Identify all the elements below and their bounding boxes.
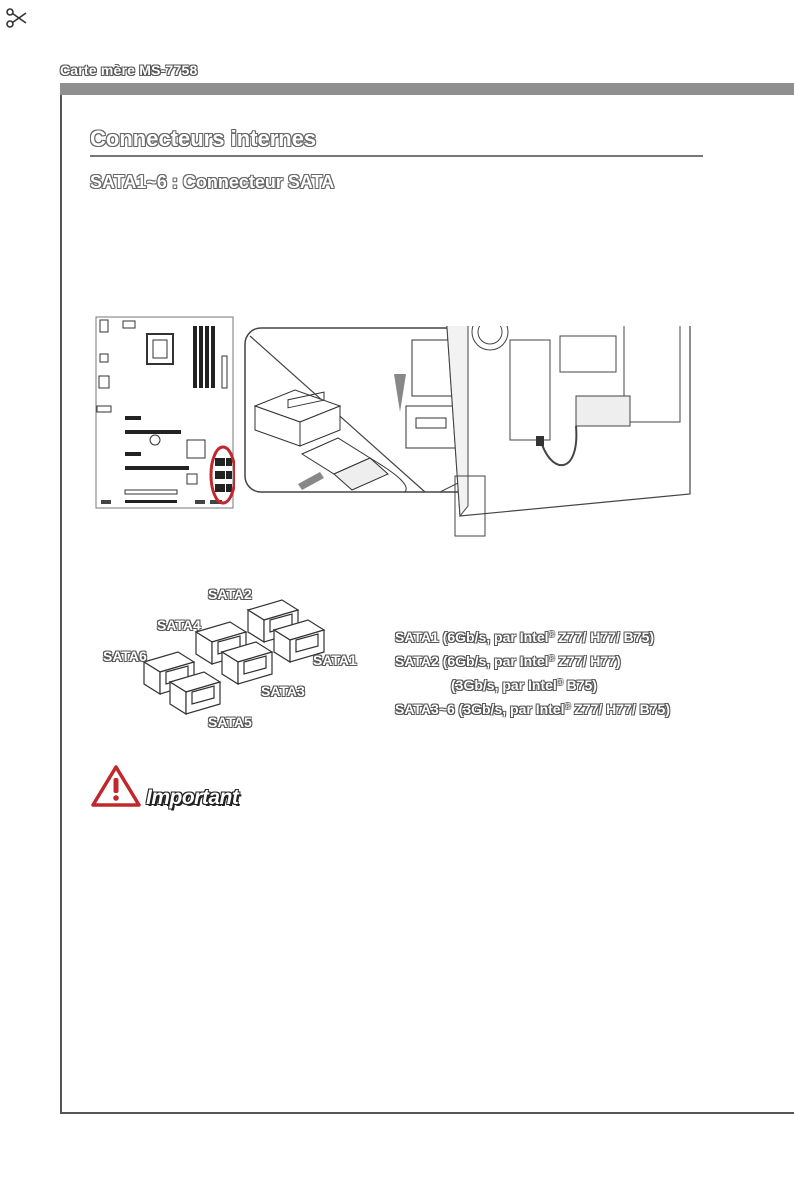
motherboard-illustration (95, 316, 235, 510)
sata4-label: SATA4 (157, 617, 201, 633)
warning-icon (90, 764, 142, 808)
spec-line-sata2-b75: (3Gb/s, par Intel® B75) (451, 677, 597, 693)
sata6-label: SATA6 (103, 648, 147, 664)
page-frame-bottom (60, 1112, 794, 1114)
scissors-icon (4, 6, 28, 30)
page-title: Connecteurs internes (90, 126, 317, 151)
sata-connection-callout (240, 326, 760, 558)
spec-line-sata3-6: SATA3~6 (3Gb/s, par Intel® Z77/ H77/ B75) (395, 701, 670, 717)
spec-line-sata2: SATA2 (6Gb/s, par Intel® Z77/ H77) (395, 653, 621, 669)
important-label: Important (146, 786, 239, 809)
sata3-label: SATA3 (261, 683, 305, 699)
header-bar (60, 83, 794, 95)
sata-spec-list (395, 624, 670, 720)
sata5-label: SATA5 (208, 714, 252, 730)
spec-line-sata1: SATA1 (6Gb/s, par Intel® Z77/ H77/ B75) (395, 629, 655, 645)
section-subtitle: SATA1~6 : Connecteur SATA (90, 172, 335, 192)
sata2-label: SATA2 (208, 586, 252, 602)
title-rule (90, 155, 703, 157)
sata1-label: SATA1 (313, 652, 357, 668)
page-frame-left (60, 95, 62, 1113)
page-header: Carte mère MS-7758 (60, 62, 198, 78)
